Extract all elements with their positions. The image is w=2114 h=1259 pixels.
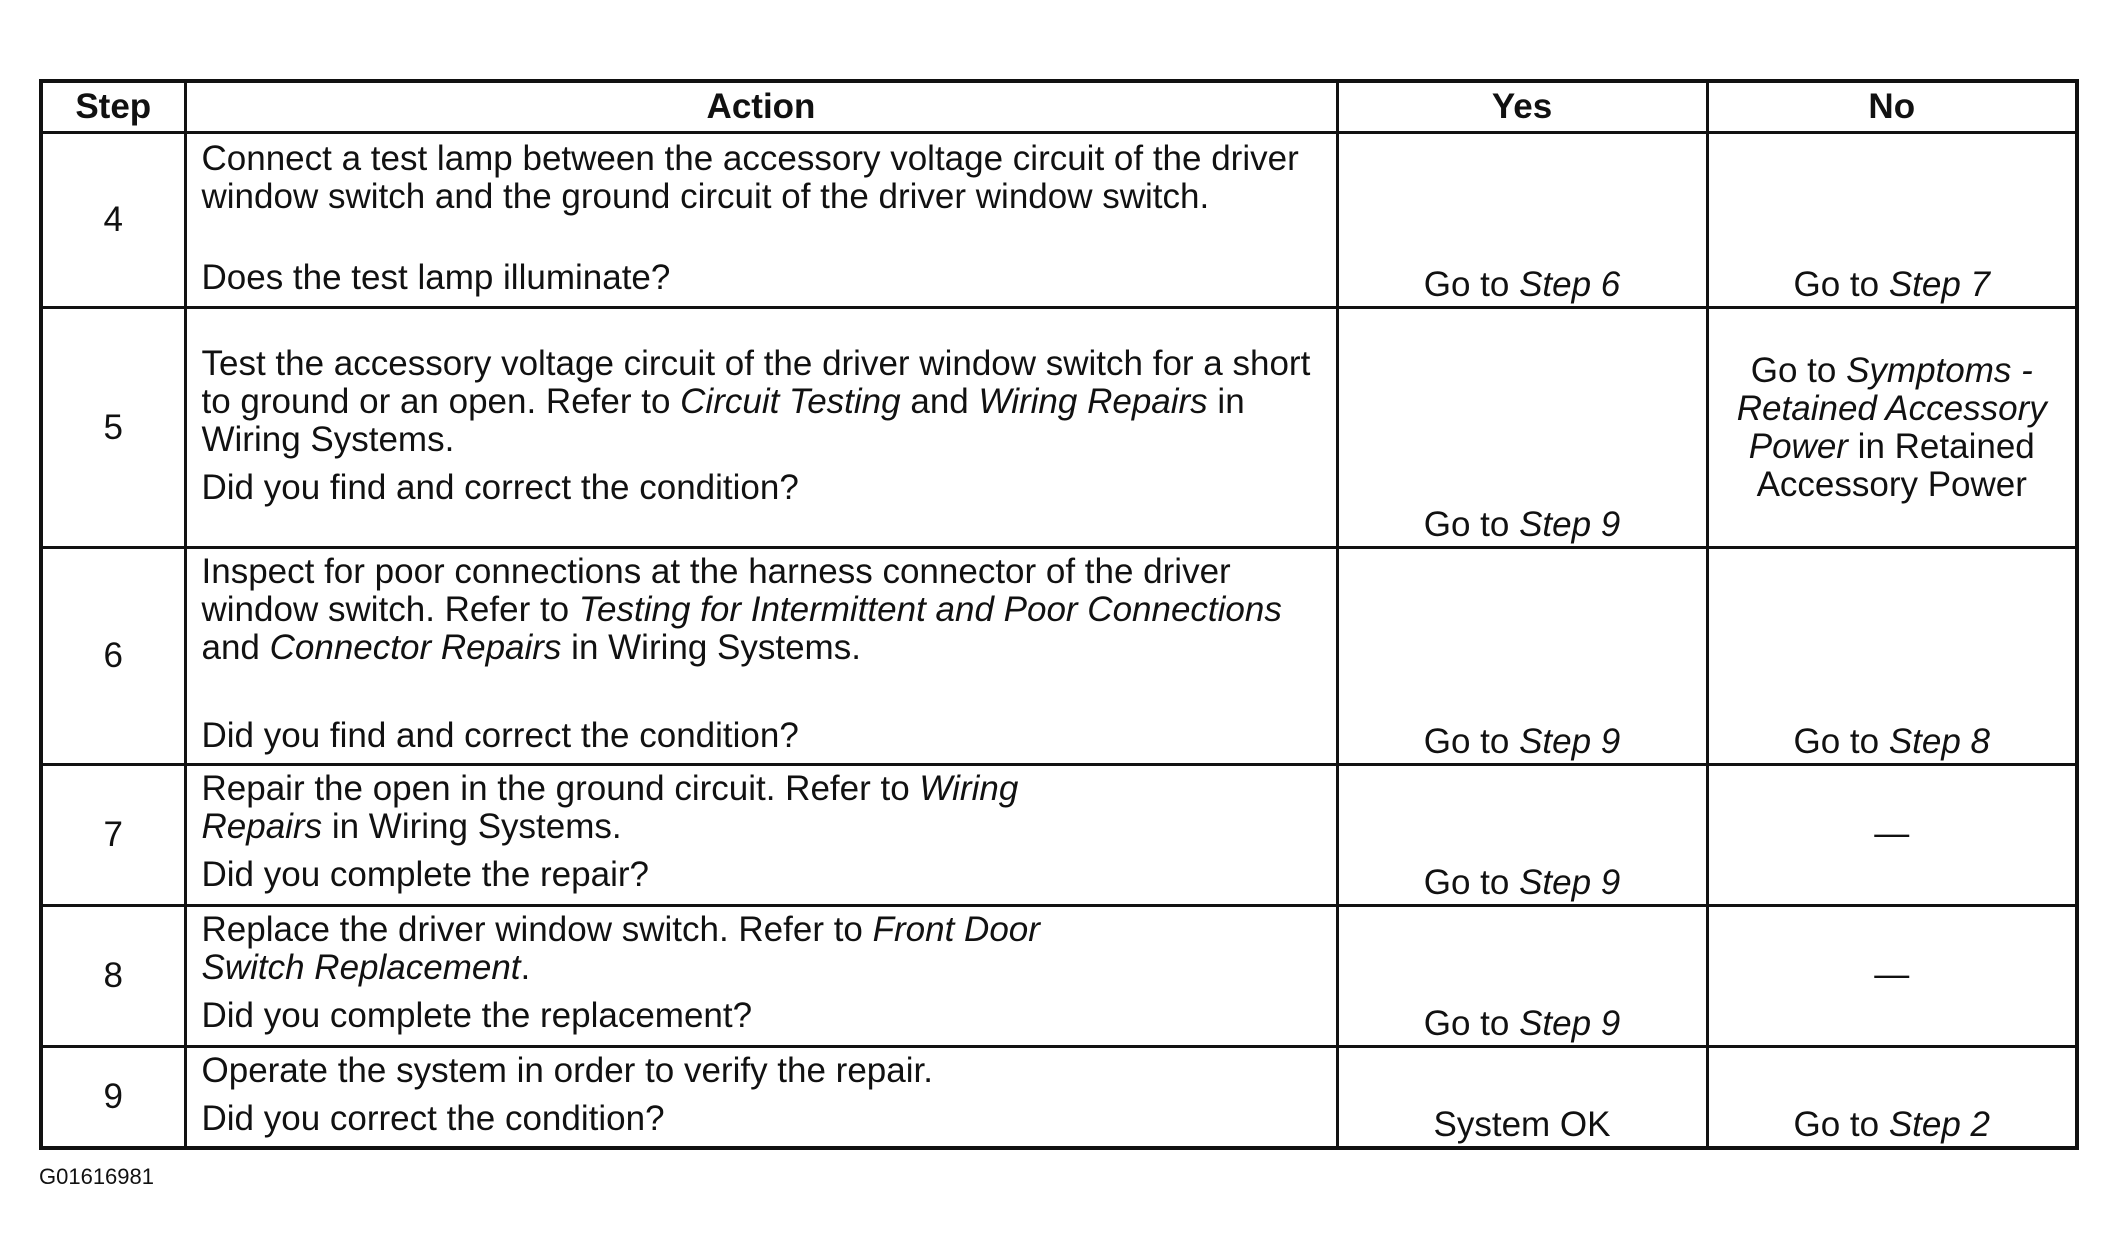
yes-cell — [1337, 548, 1707, 765]
doc-ref-link[interactable]: Circuit Testing — [680, 382, 901, 421]
table-row — [41, 765, 2077, 906]
action-text-part: in Wiring Systems. — [201, 382, 1245, 459]
figure-id: G01616981 — [39, 1164, 154, 1189]
no-cell — [1707, 308, 2077, 548]
action-text — [202, 766, 1326, 846]
yes-text: System OK — [1433, 1105, 1611, 1144]
action-text-part: and — [900, 382, 979, 421]
table-row — [41, 1047, 2077, 1149]
yes-cell — [1337, 1047, 1707, 1149]
step-ref-link[interactable]: Step 8 — [1888, 722, 1991, 761]
action-text — [202, 309, 1326, 459]
action-text-part: and — [201, 628, 270, 667]
step-number: 5 — [41, 308, 185, 548]
doc-ref-link[interactable]: Testing for Intermittent and Poor Connections — [578, 590, 1282, 629]
action-text — [202, 134, 1326, 216]
step-ref-link[interactable]: Step 9 — [1519, 505, 1621, 544]
yes-cell — [1337, 133, 1707, 308]
doc-ref-link[interactable]: Connector Repairs — [269, 628, 562, 667]
doc-ref-link[interactable]: Wiring Repairs — [978, 382, 1208, 421]
action-text-part: Test the accessory voltage circuit of the driver window switch for a short to ground or an open. Refer to — [201, 344, 1311, 421]
yes-cell — [1337, 308, 1707, 548]
question-text: Did you complete the replacement? — [201, 996, 753, 1035]
no-prefix: Go to — [1793, 1105, 1889, 1144]
action-text-part: Replace the driver window switch. Refer to — [201, 910, 873, 949]
action-cell — [185, 1047, 1337, 1149]
question-text: Did you complete the repair? — [201, 855, 649, 894]
doc-ref-link[interactable]: Front Door Switch Replacement — [201, 910, 1040, 987]
no-cell — [1707, 548, 2077, 765]
no-suffix: in Retained Accessory Power — [1756, 426, 2035, 504]
action-text-part: Repair the open in the ground circuit. Refer to — [201, 769, 920, 808]
table-row — [41, 133, 2077, 308]
action-text — [202, 549, 1326, 667]
action-text-part: Connect a test lamp between the accessory voltage circuit of the driver window switch and the ground circuit of the driver window switch. — [201, 139, 1299, 216]
action-cell — [185, 906, 1337, 1047]
action-cell — [185, 765, 1337, 906]
diagnostic-table — [39, 79, 2079, 1150]
action-cell — [185, 308, 1337, 548]
question-text: Did you find and correct the condition? — [201, 468, 799, 507]
table-row — [41, 548, 2077, 765]
step-number: 6 — [41, 548, 185, 765]
yes-cell — [1337, 906, 1707, 1047]
yes-prefix: Go to — [1423, 863, 1520, 902]
yes-cell — [1337, 765, 1707, 906]
step-ref-link[interactable]: Step 7 — [1888, 265, 1991, 304]
action-text-part: in Wiring Systems. — [561, 628, 861, 667]
doc-ref-link[interactable]: Symptoms - Retained Accessory Power — [1736, 350, 2047, 466]
no-prefix: Go to — [1793, 722, 1889, 761]
yes-prefix: Go to — [1423, 1004, 1520, 1043]
question-text: Did you find and correct the condition? — [201, 716, 799, 755]
question-text: Does the test lamp illuminate? — [201, 258, 671, 297]
action-cell — [185, 548, 1337, 765]
question-text: Did you correct the condition? — [201, 1099, 665, 1138]
action-text-part: Inspect for poor connections at the harness connector of the driver window switch. Refer to — [201, 552, 1231, 629]
table-row — [41, 906, 2077, 1047]
step-number: 7 — [41, 765, 185, 906]
no-prefix: Go to — [1793, 265, 1889, 304]
step-number: 4 — [41, 133, 185, 308]
step-ref-link[interactable]: Step 9 — [1519, 863, 1621, 902]
header-no: No — [1707, 81, 2077, 133]
action-text — [202, 907, 1326, 987]
yes-prefix: Go to — [1423, 722, 1520, 761]
doc-ref-link[interactable]: Wiring Repairs — [201, 769, 1019, 846]
yes-prefix: Go to — [1423, 265, 1520, 304]
action-text-part: in Wiring Systems. — [322, 807, 622, 846]
action-text — [202, 1048, 1326, 1090]
no-dash: — — [1874, 814, 1910, 853]
step-ref-link[interactable]: Step 9 — [1519, 1004, 1621, 1043]
step-ref-link[interactable]: Step 9 — [1519, 722, 1621, 761]
no-cell — [1707, 906, 2077, 1047]
header-yes: Yes — [1337, 81, 1707, 133]
no-cell — [1707, 1047, 2077, 1149]
yes-prefix: Go to — [1423, 505, 1520, 544]
action-text-part: . — [520, 948, 531, 987]
no-cell — [1707, 133, 2077, 308]
step-ref-link[interactable]: Step 2 — [1888, 1105, 1991, 1144]
header-row — [41, 81, 2077, 133]
no-dash: — — [1874, 955, 1910, 994]
action-cell — [185, 133, 1337, 308]
no-prefix: Go to — [1750, 350, 1847, 390]
no-cell — [1707, 765, 2077, 906]
step-number: 8 — [41, 906, 185, 1047]
action-text-part: Operate the system in order to verify the repair. — [201, 1051, 933, 1090]
header-step: Step — [41, 81, 185, 133]
header-action: Action — [185, 81, 1337, 133]
table-row — [41, 308, 2077, 548]
step-number: 9 — [41, 1047, 185, 1149]
step-ref-link[interactable]: Step 6 — [1519, 265, 1621, 304]
